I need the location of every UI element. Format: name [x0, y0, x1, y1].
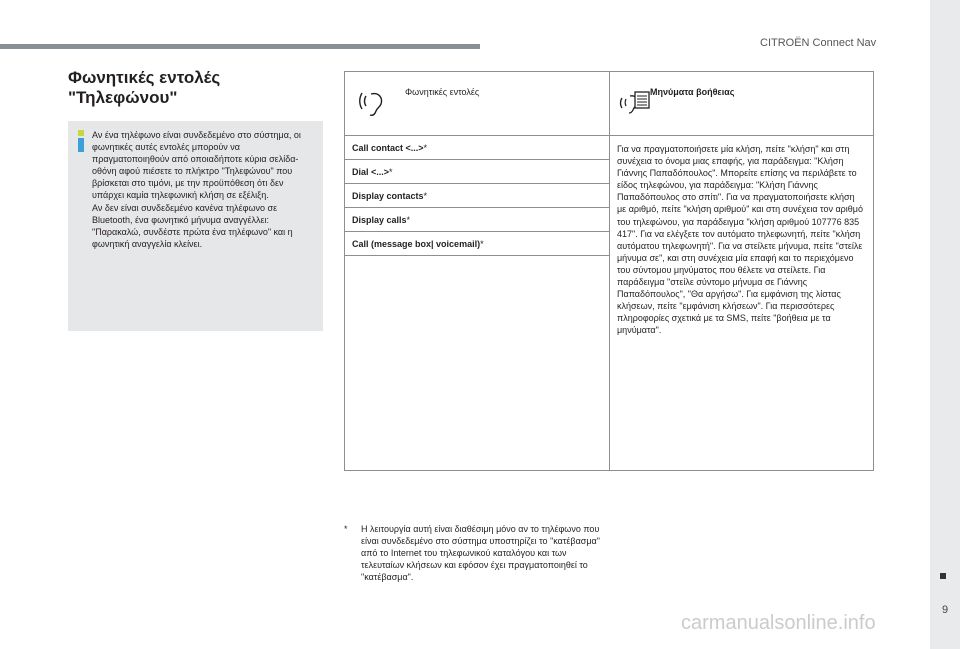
- voice-command-icon: [357, 88, 393, 125]
- help-message-icon: [618, 88, 652, 125]
- command-row: [345, 136, 609, 160]
- page-marker: [940, 573, 946, 579]
- command-text: Dial <...>: [352, 167, 390, 177]
- side-band: [930, 0, 960, 649]
- section-title-line1: Φωνητικές εντολές: [68, 68, 221, 87]
- help-header-label: Μηνύματα βοήθειας: [650, 87, 735, 97]
- command-row: [345, 160, 609, 184]
- section-title-line2: "Τηλεφώνου": [68, 88, 178, 107]
- command-row: [345, 184, 609, 208]
- command-text: Call (message box| voicemail): [352, 239, 481, 249]
- commands-column: [345, 72, 610, 470]
- footnote: [344, 523, 609, 583]
- footnote-mark: *: [344, 524, 348, 534]
- command-text: Call contact <...>: [352, 143, 424, 153]
- command-text: Display calls: [352, 215, 407, 225]
- watermark: carmanualsonline.info: [681, 612, 876, 634]
- brand-header: CITROËN Connect Nav: [760, 37, 877, 49]
- section-title: [68, 68, 220, 108]
- page-number: 9: [941, 604, 949, 616]
- info-note-text: Αν ένα τηλέφωνο είναι συνδεδεμένο στο σύστημα, οι φωνητικές αυτές εντολές μπορούν να πραγματοποιηθούν από οποιαδήποτε κύρια σελίδα-οθόνη αφού πιέσετε το πλήκτρο "Τηλεφώνου" που βρίσκεται στο τιμόνι, με την προϋπόθεση ότι δεν υπάρχει καμία τηλεφωνική κλήση σε εξέλιξη. Αν δεν είναι συνδεδεμένο κανένα τηλέφωνο σε Bluetooth, ένα φωνητικό μήνυμα αναγγέλλει: "Παρακαλώ, συνδέστε πρώτα ένα τηλέφωνο" και η φωνητική αναγγελία κλείνει.: [92, 130, 301, 249]
- commands-header-label: Φωνητικές εντολές: [405, 87, 480, 97]
- command-asterisk: *: [406, 215, 411, 225]
- help-message-text: Για να πραγματοποιήσετε μία κλήση, πείτε "κλήση" και στη συνέχεια το όνομα μιας επαφής, για παράδειγμα: "Κλήση Γιάννης Παπαδόπουλος". Μπορείτε επίσης να περιλάβετε το είδος τηλεφώνου, για παράδειγμα: "Κλήση Γιάννης Παπαδόπουλος στο σπίτι". Για να πραγματοποιήσετε κλήση με αριθμό, πείτε "κλήση αριθμού" και στη συνέχεια τον αριθμό του τηλεφώνου, για παράδειγμα "κλήση αριθμού 107776 835 417". Για να ελέγξετε τον αυτόματο τηλεφωνητή, πείτε "κλήση αυτόματου τηλεφωνητή". Για να στείλετε μήνυμα, πείτε "στείλε μήνυμα σε", και στη συνέχεια μία επαφή και το περιεχόμενο του σύντομου μηνύματος που θέλετε να στείλετε. Για παράδειγμα "στείλε σύντομο μήνυμα σε Γιάννης Παπαδόπουλος", "Θα αργήσω". Για εμφάνιση της λίστας κλήσεων, πείτε "εμφάνιση κλήσεων". Για περισσότερες πληροφορίες σχετικά με τα SMS, πείτε "βοήθεια με τα μηνύματα".: [617, 144, 863, 336]
- info-note: [68, 121, 323, 331]
- command-asterisk: *: [423, 143, 428, 153]
- info-icon: [78, 130, 84, 152]
- command-row: [345, 208, 609, 232]
- command-asterisk: *: [480, 239, 484, 249]
- command-text: Display contacts: [352, 191, 424, 201]
- footnote-text: Η λειτουργία αυτή είναι διαθέσιμη μόνο αν το τηλέφωνο που είναι συνδεδεμένο στο σύστημα υποστηρίζει το "κατέβασμα" από το Internet του τηλεφωνικού καταλόγου και των τελευταίων κλήσεων και εφόσον έχει πραγματοποιηθεί το "κατέβασμα".: [361, 524, 600, 583]
- voice-commands-table: [344, 71, 874, 471]
- header-rule: [0, 44, 480, 49]
- help-column: [610, 72, 873, 470]
- command-row: [345, 232, 609, 256]
- help-header: [610, 72, 873, 136]
- command-asterisk: *: [423, 191, 428, 201]
- command-asterisk: *: [389, 167, 393, 177]
- commands-header: [345, 72, 609, 136]
